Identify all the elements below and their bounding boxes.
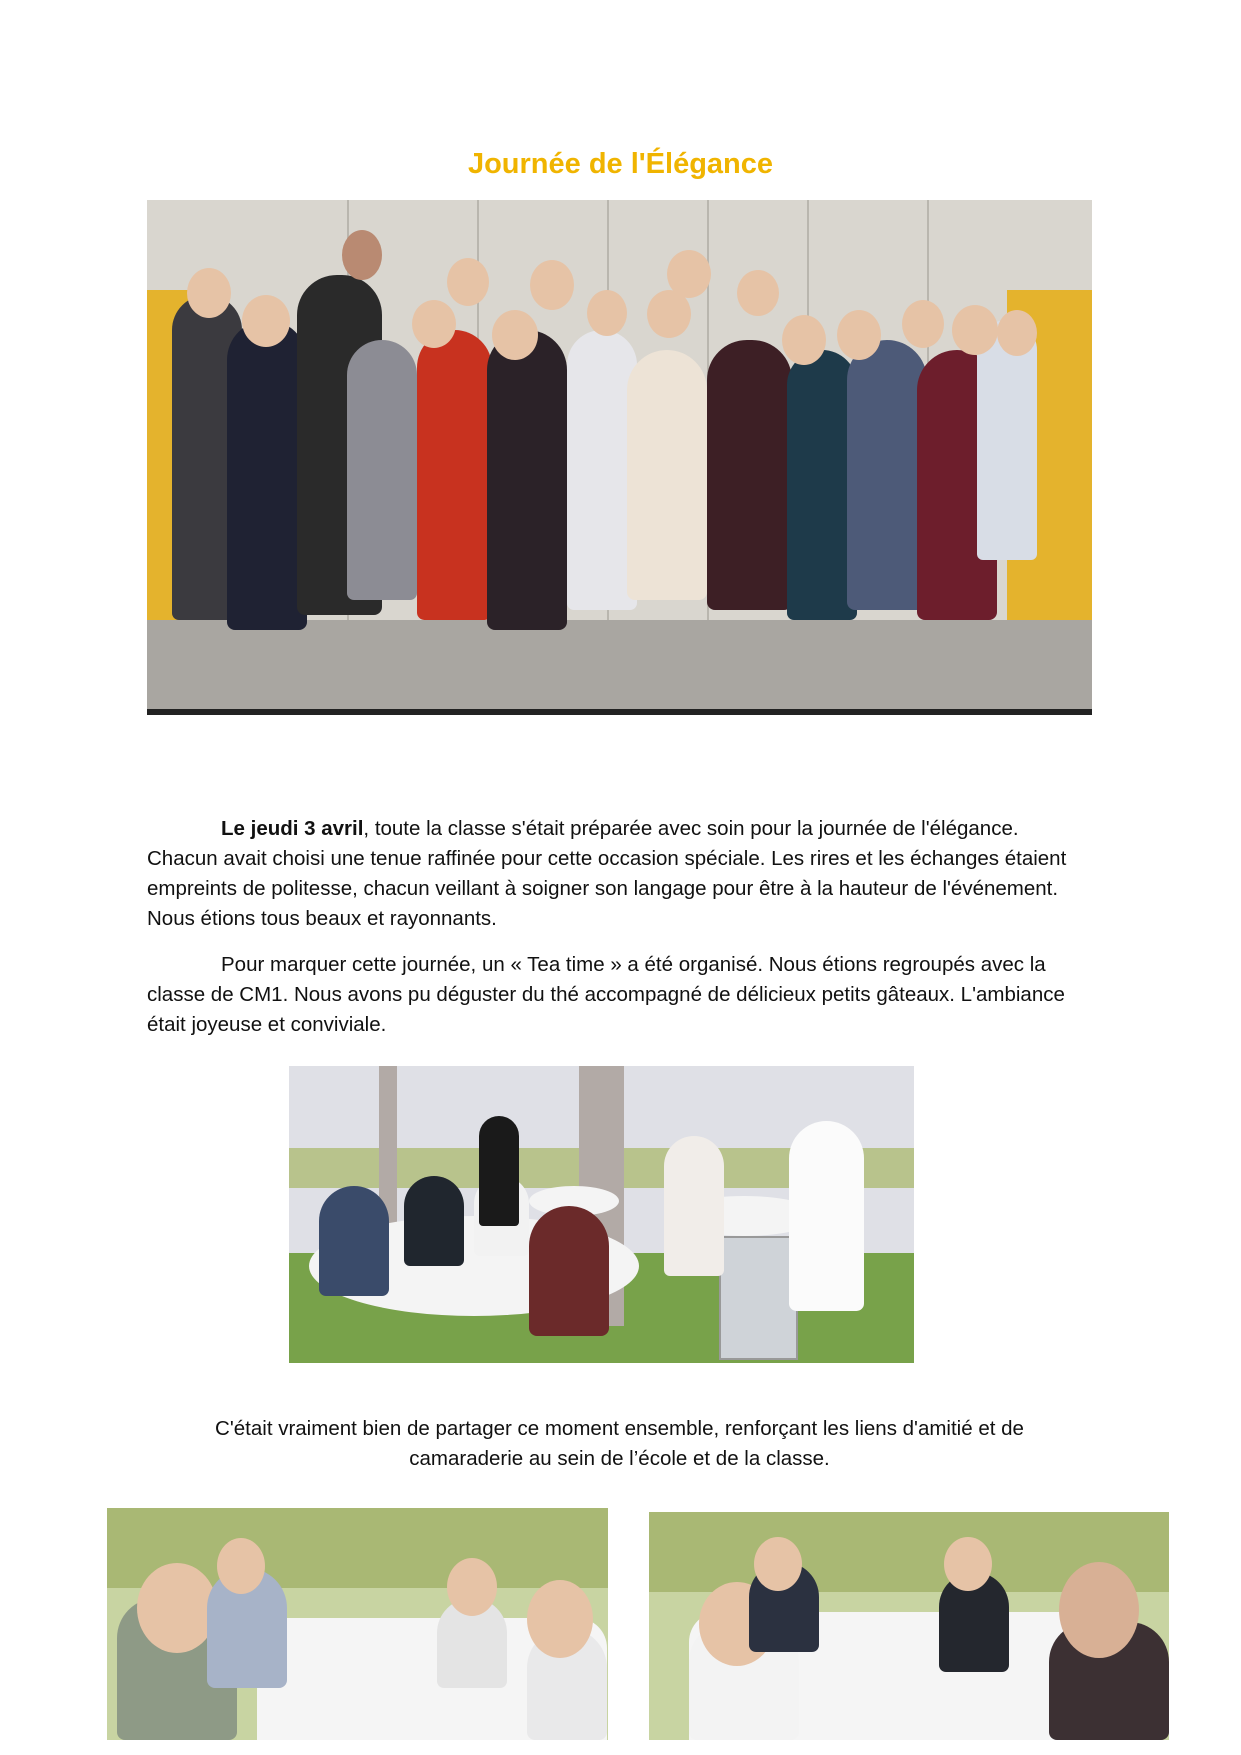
paragraph-1-text: , toute la classe s'était préparée avec soin pour la journée de l'élégance. Chacun avait choisi une tenue raffinée pour cette occasion spéciale. Les rires et les échanges étaient empreints de politesse, chacun veillant à soigner son langage pour être à la hauteur de l'événement. Nous étions tous beaux et rayonnants. (147, 817, 1067, 930)
paragraph-2-text: Pour marquer cette journée, un « Tea time » a été organisé. Nous étions regroupés avec la classe de CM1. Nous avons pu déguster du thé accompagné de délicieux petits gâteaux. L'ambiance était joyeuse et conviviale. (147, 953, 1065, 1036)
tea-time-photo (289, 1066, 914, 1363)
class-group-photo (147, 200, 1092, 715)
closing-line-2: camaraderie au sein de l’école et de la classe. (409, 1447, 830, 1470)
closing-text (147, 1414, 1092, 1474)
closing-line-1: C'était vraiment bien de partager ce moment ensemble, renforçant les liens d'amitié et de (215, 1417, 1024, 1440)
table-photo-right (649, 1512, 1169, 1740)
paragraph-1 (147, 814, 1092, 934)
paragraph-2 (147, 950, 1092, 1040)
page-title: Journée de l'Élégance (467, 148, 774, 180)
paragraph-1-date: Le jeudi 3 avril (221, 817, 364, 840)
table-photo-left (107, 1508, 608, 1740)
